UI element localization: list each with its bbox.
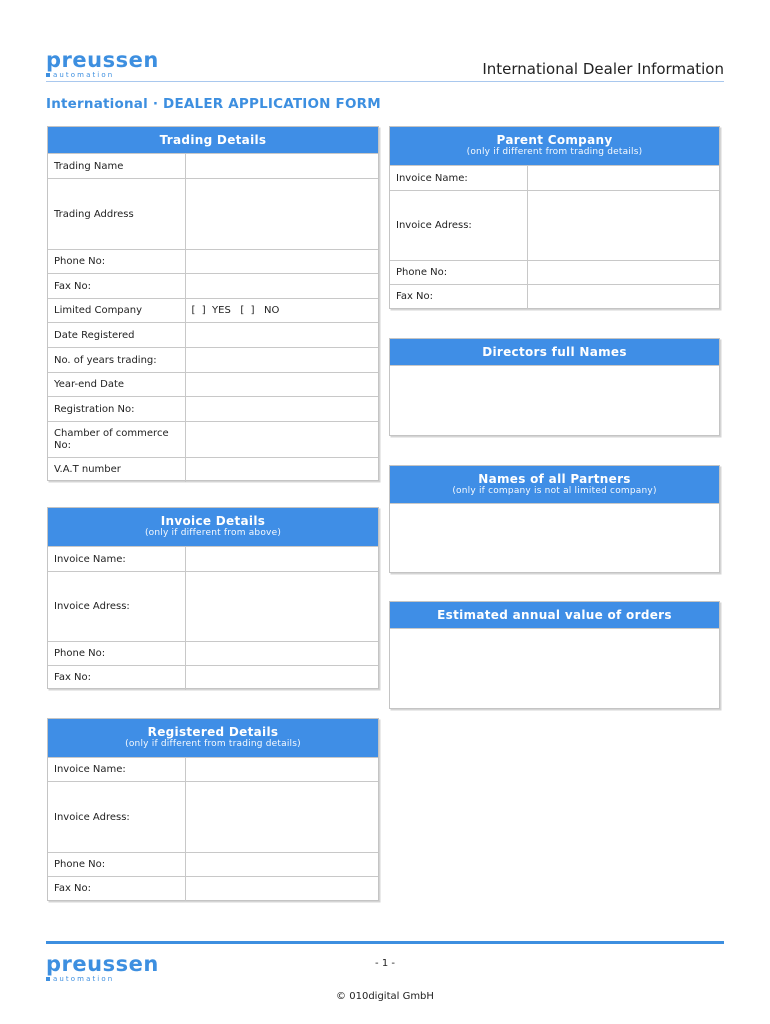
invoice-details-header [48, 508, 378, 546]
orders-value-field[interactable] [390, 628, 719, 708]
invoice-details-subtitle: (only if different from above) [144, 528, 282, 538]
field-label: Fax No: [48, 877, 185, 901]
directors-header [390, 339, 719, 365]
partners-subtitle: (only if company is not al limited company) [452, 486, 657, 496]
limited-company-checkboxes[interactable]: [ ] YES [ ] NO [185, 299, 378, 323]
field-label: Date Registered [48, 323, 185, 348]
fax-field[interactable] [185, 274, 378, 299]
orders-title: Estimated annual value of orders [437, 608, 672, 622]
orders-section [389, 601, 720, 709]
registered-fax-field[interactable] [185, 877, 378, 901]
company-logo [46, 50, 159, 79]
field-label: Phone No: [48, 853, 185, 877]
header-divider [46, 81, 724, 82]
field-label: Registration No: [48, 397, 185, 422]
directors-names-field[interactable] [390, 365, 719, 435]
footer-logo-subtitle: automation [46, 975, 159, 983]
field-label: Phone No: [390, 261, 527, 285]
field-label: Fax No: [390, 285, 527, 309]
orders-header [390, 602, 719, 628]
registered-details-header [48, 719, 378, 757]
field-label: Phone No: [48, 642, 185, 666]
registered-details-subtitle: (only if different from trading details) [125, 739, 301, 749]
partners-title: Names of all Partners [478, 472, 631, 486]
footer-logo-wordmark: preussen [46, 952, 159, 976]
invoice-details-section [47, 507, 379, 689]
field-label: Invoice Name: [48, 758, 185, 782]
form-title: International · DEALER APPLICATION FORM [46, 96, 381, 112]
registered-details-table [48, 757, 378, 901]
field-label: Invoice Adress: [390, 191, 527, 261]
date-registered-field[interactable] [185, 323, 378, 348]
invoice-details-title: Invoice Details [160, 514, 266, 528]
partners-section [389, 465, 720, 573]
field-label: Trading Address [48, 179, 185, 250]
invoice-phone-field[interactable] [185, 642, 378, 666]
field-label: Invoice Adress: [48, 572, 185, 642]
partners-header [390, 466, 719, 503]
trading-address-field[interactable] [185, 179, 378, 250]
footer-divider [46, 941, 724, 944]
trading-details-section [47, 126, 379, 481]
field-label: V.A.T number [48, 458, 185, 482]
year-end-date-field[interactable] [185, 373, 378, 397]
parent-company-table [390, 165, 719, 309]
field-label: Phone No: [48, 250, 185, 274]
registered-name-field[interactable] [185, 758, 378, 782]
registered-phone-field[interactable] [185, 853, 378, 877]
field-label: Invoice Name: [48, 547, 185, 572]
parent-address-field[interactable] [527, 191, 719, 261]
parent-company-subtitle: (only if different from trading details) [466, 147, 643, 157]
invoice-address-field[interactable] [185, 572, 378, 642]
logo-subtitle: automation [46, 71, 159, 79]
parent-phone-field[interactable] [527, 261, 719, 285]
directors-section [389, 338, 720, 436]
logo-wordmark: preussen [46, 48, 159, 72]
trading-details-table [48, 153, 378, 482]
partners-names-field[interactable] [390, 503, 719, 572]
invoice-name-field[interactable] [185, 547, 378, 572]
trading-details-title: Trading Details [159, 133, 267, 147]
registered-details-section [47, 718, 379, 901]
parent-company-title: Parent Company [496, 133, 613, 147]
chamber-of-commerce-field[interactable] [185, 422, 378, 458]
trading-name-field[interactable] [185, 154, 378, 179]
directors-title: Directors full Names [482, 345, 627, 359]
field-label: No. of years trading: [48, 348, 185, 373]
registered-address-field[interactable] [185, 782, 378, 853]
trading-details-header [48, 127, 378, 153]
field-label: Fax No: [48, 274, 185, 299]
invoice-fax-field[interactable] [185, 666, 378, 690]
field-label: Year-end Date [48, 373, 185, 397]
field-label: Fax No: [48, 666, 185, 690]
field-label: Trading Name [48, 154, 185, 179]
years-trading-field[interactable] [185, 348, 378, 373]
vat-number-field[interactable] [185, 458, 378, 482]
invoice-details-table [48, 546, 378, 690]
field-label: Invoice Name: [390, 166, 527, 191]
page-number: - 1 - [375, 958, 395, 969]
header-title: International Dealer Information [482, 60, 724, 78]
registered-details-title: Registered Details [147, 725, 279, 739]
field-label: Limited Company [48, 299, 185, 323]
field-label: Chamber of commerce No: [48, 422, 185, 458]
parent-name-field[interactable] [527, 166, 719, 191]
copyright: © 010digital GmbH [336, 991, 434, 1002]
parent-company-section [389, 126, 720, 309]
field-label: Invoice Adress: [48, 782, 185, 853]
registration-no-field[interactable] [185, 397, 378, 422]
parent-company-header [390, 127, 719, 165]
phone-field[interactable] [185, 250, 378, 274]
parent-fax-field[interactable] [527, 285, 719, 309]
